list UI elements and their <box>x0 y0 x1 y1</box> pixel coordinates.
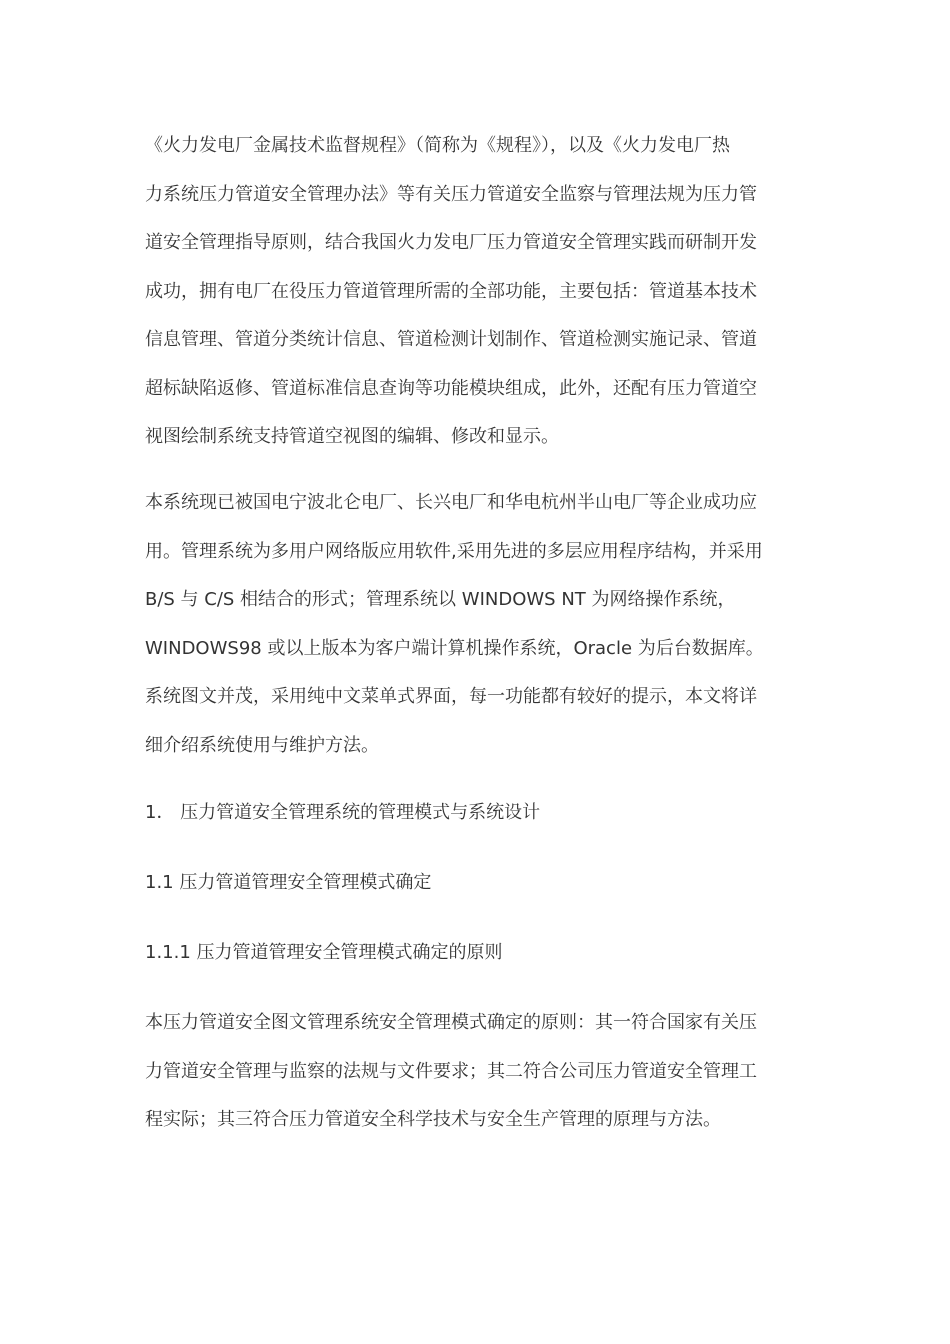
paragraph-line: 成功，拥有电厂在役压力管道管理所需的全部功能，主要包括：管道基本技术 <box>145 280 757 302</box>
paragraph-line: 力系统压力管道安全管理办法》等有关压力管道安全监察与管理法规为压力管 <box>145 183 757 205</box>
heading-line: 1.1 压力管道管理安全管理模式确定 <box>145 872 432 893</box>
paragraph-line: WINDOWS98 或以上版本为客户端计算机操作系统，Oracle 为后台数据库。 <box>145 637 764 659</box>
paragraph-system-usage <box>145 479 815 770</box>
paragraph-intro <box>145 122 815 462</box>
section-heading-1-1-1 <box>145 929 815 978</box>
paragraph-line: 道安全管理指导原则，结合我国火力发电厂压力管道安全管理实践而研制开发 <box>145 232 757 253</box>
paragraph-line: 《火力发电厂金属技术监督规程》（简称为《规程》），以及《火力发电厂热 <box>145 135 730 156</box>
heading-line: 1.1.1 压力管道管理安全管理模式确定的原则 <box>145 942 503 963</box>
paragraph-line: 用。管理系统为多用户网络版应用软件,采用先进的多层应用程序结构，并采用 <box>145 540 763 562</box>
paragraph-line: 细介绍系统使用与维护方法。 <box>145 734 379 756</box>
paragraph-principles <box>145 999 815 1145</box>
paragraph-line: 视图绘制系统支持管道空视图的编辑、修改和显示。 <box>145 426 559 447</box>
heading-line: 1． 压力管道安全管理系统的管理模式与系统设计 <box>145 802 541 823</box>
paragraph-line: 系统图文并茂，采用纯中文菜单式界面，每一功能都有较好的提示，本文将详 <box>145 686 757 707</box>
paragraph-line: 程实际；其三符合压力管道安全科学技术与安全生产管理的原理与方法。 <box>145 1109 721 1130</box>
paragraph-line: B/S 与 C/S 相结合的形式；管理系统以 WINDOWS NT 为网络操作系统， <box>145 589 736 610</box>
paragraph-line: 本系统现已被国电宁波北仑电厂、长兴电厂和华电杭州半山电厂等企业成功应 <box>145 492 757 513</box>
section-heading-1-1 <box>145 859 815 908</box>
paragraph-line: 本压力管道安全图文管理系统安全管理模式确定的原则：其一符合国家有关压 <box>145 1012 757 1033</box>
paragraph-line: 力管道安全管理与监察的法规与文件要求；其二符合公司压力管道安全管理工 <box>145 1060 757 1082</box>
paragraph-line: 信息管理、管道分类统计信息、管道检测计划制作、管道检测实施记录、管道 <box>145 329 757 350</box>
section-heading-1 <box>145 789 815 838</box>
paragraph-line: 超标缺陷返修、管道标准信息查询等功能模块组成，此外，还配有压力管道空 <box>145 377 757 399</box>
